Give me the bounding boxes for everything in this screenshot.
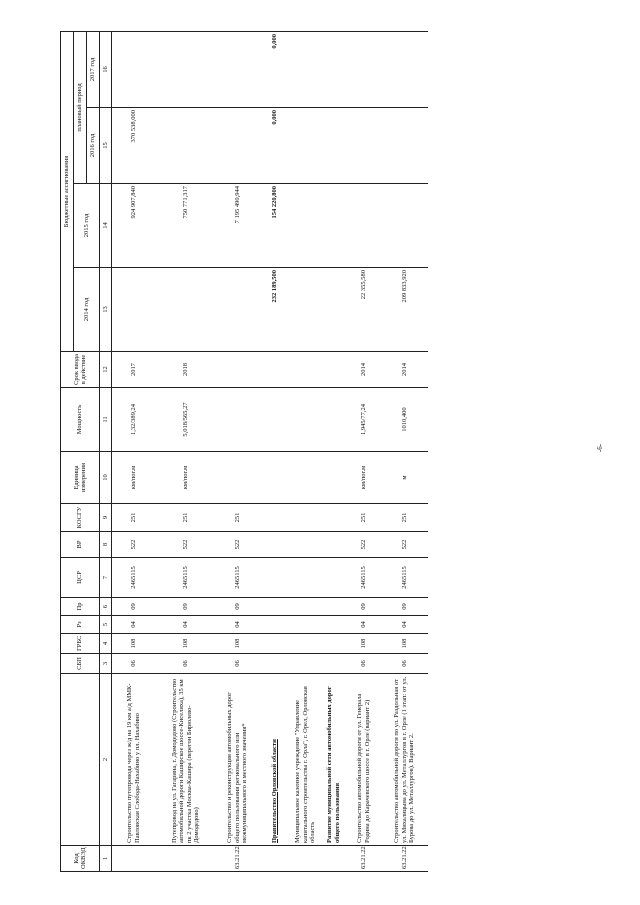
cell-name: Правительство Орловской области <box>260 674 290 846</box>
cell-y2016 <box>216 108 260 184</box>
cell-vr <box>290 532 322 558</box>
cell-commission: 2018 <box>156 352 216 388</box>
col-number: 3 <box>100 654 112 674</box>
cell-y2014: 232 189,500 <box>260 268 290 352</box>
col-number: 10 <box>100 452 112 504</box>
cell-name: Строительство и реконструкция автомобильных дорог общего пользования регионального или межмуниципального и местного значения* <box>216 674 260 846</box>
cell-unit: км/пог.м <box>112 452 156 504</box>
cell-vr: 522 <box>112 532 156 558</box>
cell-y2017 <box>156 31 216 107</box>
table-row <box>382 31 428 871</box>
cell-capacity <box>260 388 290 452</box>
cell-commission: 2017 <box>112 352 156 388</box>
cell-okved <box>290 846 322 872</box>
cell-capacity <box>290 388 322 452</box>
cell-sbp: 06 <box>346 654 382 674</box>
cell-okved <box>322 846 346 872</box>
cell-okved <box>260 846 290 872</box>
cell-csr <box>290 558 322 598</box>
cell-y2014: 209 833,920 <box>382 268 428 352</box>
header-capacity: Мощность <box>61 388 100 452</box>
page-number: -6- <box>596 443 605 453</box>
cell-y2014: 22 355,580 <box>346 268 382 352</box>
cell-csr <box>322 558 346 598</box>
cell-pr: 09 <box>346 598 382 616</box>
cell-pr <box>260 598 290 616</box>
header-2015: 2015 год <box>74 184 100 268</box>
cell-y2016 <box>346 108 382 184</box>
cell-kosgu: 251 <box>156 504 216 532</box>
cell-csr <box>260 558 290 598</box>
cell-sbp: 06 <box>156 654 216 674</box>
cell-y2014 <box>290 268 322 352</box>
cell-sbp: 06 <box>382 654 428 674</box>
cell-name: Развитие муниципальной сети автомобильных дорог общего пользования <box>322 674 346 846</box>
cell-unit: м <box>382 452 428 504</box>
cell-csr: 2465115 <box>216 558 260 598</box>
cell-sbp <box>290 654 322 674</box>
col-number: 13 <box>100 268 112 352</box>
cell-grbs: 108 <box>216 634 260 654</box>
cell-grbs: 108 <box>156 634 216 654</box>
cell-unit <box>216 452 260 504</box>
header-2016: 2016 год <box>87 108 100 184</box>
table-row <box>322 31 346 871</box>
cell-capacity <box>216 388 260 452</box>
table-row <box>112 31 156 871</box>
cell-sbp: 06 <box>216 654 260 674</box>
cell-y2015: 7 195 490,944 <box>216 184 260 268</box>
cell-y2016: 370 538,000 <box>112 108 156 184</box>
cell-rz <box>260 616 290 634</box>
cell-unit: км/пог.м <box>346 452 382 504</box>
cell-rz: 04 <box>112 616 156 634</box>
cell-capacity: 1,32/389,24 <box>112 388 156 452</box>
cell-name: Строительство путепровода через ж/д на 19 км а/д ММК-Павловская Слобода-Нахабино у пл. Нахабино <box>112 674 156 846</box>
cell-okved <box>112 846 156 872</box>
col-number: 2 <box>100 674 112 846</box>
cell-y2016 <box>322 108 346 184</box>
cell-y2014 <box>112 268 156 352</box>
cell-unit <box>322 452 346 504</box>
cell-capacity: 1,945/77,24 <box>346 388 382 452</box>
rotated-table-frame <box>60 32 565 872</box>
cell-vr: 522 <box>346 532 382 558</box>
header-vr: ВР <box>61 532 100 558</box>
cell-vr <box>322 532 346 558</box>
cell-commission <box>216 352 260 388</box>
col-number: 9 <box>100 504 112 532</box>
header-kosgu: КОСГУ <box>61 504 100 532</box>
cell-okved: 63.21.22 <box>382 846 428 872</box>
cell-y2015 <box>322 184 346 268</box>
column-number-row <box>100 31 112 871</box>
col-number: 1 <box>100 846 112 872</box>
cell-okved <box>156 846 216 872</box>
cell-okved: 63.21.22 <box>346 846 382 872</box>
cell-commission <box>322 352 346 388</box>
header-sbp: СБП <box>61 654 100 674</box>
cell-y2015 <box>346 184 382 268</box>
col-number: 4 <box>100 634 112 654</box>
cell-name: Строительство автомобильной дороги по ул. Раздольная от ул. Михалицына до ул. Металлургов в г. Орле (1 этап: от ул. Бурова до ул. Металлургов). Вариант 2. <box>382 674 428 846</box>
cell-y2016: 0,000 <box>260 108 290 184</box>
cell-csr: 2465115 <box>382 558 428 598</box>
cell-rz: 04 <box>156 616 216 634</box>
col-number: 16 <box>100 31 112 107</box>
header-2017: 2017 год <box>87 31 100 107</box>
cell-kosgu <box>322 504 346 532</box>
table-row <box>216 31 260 871</box>
cell-grbs <box>290 634 322 654</box>
cell-capacity <box>322 388 346 452</box>
header-rz: Рз <box>61 616 100 634</box>
cell-okved: 63.21.22 <box>216 846 260 872</box>
cell-rz <box>290 616 322 634</box>
table-row <box>290 31 322 871</box>
cell-name: Путепровод на ул. Гагарина, г. Домодедово (Строительство автомобильной дороги Каширское шоссе-Киселиха), 35 км пк 2 участка Москва-Кашира (перегон Бирюлево-Домодедово) <box>156 674 216 846</box>
cell-y2017 <box>290 31 322 107</box>
cell-grbs <box>322 634 346 654</box>
table-row <box>346 31 382 871</box>
cell-rz: 04 <box>346 616 382 634</box>
cell-csr: 2465115 <box>156 558 216 598</box>
cell-y2015 <box>290 184 322 268</box>
col-number: 15 <box>100 108 112 184</box>
cell-kosgu: 251 <box>346 504 382 532</box>
cell-y2017 <box>322 31 346 107</box>
table-row <box>260 31 290 871</box>
cell-y2017 <box>346 31 382 107</box>
header-budget: Бюджетные ассигнования <box>61 31 74 351</box>
cell-pr: 09 <box>216 598 260 616</box>
cell-kosgu <box>290 504 322 532</box>
header-okved: Код ОКВЭД <box>61 846 100 872</box>
cell-pr: 09 <box>382 598 428 616</box>
cell-sbp <box>322 654 346 674</box>
col-number: 12 <box>100 352 112 388</box>
cell-kosgu: 251 <box>216 504 260 532</box>
cell-kosgu: 251 <box>382 504 428 532</box>
cell-unit <box>290 452 322 504</box>
cell-rz: 04 <box>216 616 260 634</box>
cell-grbs: 108 <box>112 634 156 654</box>
cell-capacity: 1010,400 <box>382 388 428 452</box>
col-number: 7 <box>100 558 112 598</box>
cell-pr: 09 <box>156 598 216 616</box>
cell-commission <box>260 352 290 388</box>
cell-name: Муниципальное казенное учреждение "Управление капитального строительства г. Орла", г. Орел, Орловская область <box>290 674 322 846</box>
cell-csr: 2465115 <box>112 558 156 598</box>
header-name <box>61 674 100 846</box>
cell-kosgu: 251 <box>112 504 156 532</box>
cell-y2016 <box>156 108 216 184</box>
cell-capacity: 5,018/565,27 <box>156 388 216 452</box>
cell-rz <box>322 616 346 634</box>
header-2014: 2014 год <box>74 268 100 352</box>
header-planned: плановый период <box>74 31 87 183</box>
cell-vr: 522 <box>216 532 260 558</box>
cell-sbp: 06 <box>112 654 156 674</box>
header-unit: Единица измерения <box>61 452 100 504</box>
cell-rz: 04 <box>382 616 428 634</box>
table-body <box>112 31 428 871</box>
cell-pr <box>290 598 322 616</box>
col-number: 6 <box>100 598 112 616</box>
cell-csr: 2465115 <box>346 558 382 598</box>
cell-commission <box>290 352 322 388</box>
cell-y2014 <box>216 268 260 352</box>
cell-vr <box>260 532 290 558</box>
cell-y2014 <box>322 268 346 352</box>
header-row-1 <box>61 31 74 871</box>
cell-y2015: 750 771,317 <box>156 184 216 268</box>
col-number: 8 <box>100 532 112 558</box>
cell-grbs: 108 <box>346 634 382 654</box>
cell-y2017: 0,000 <box>260 31 290 107</box>
col-number: 11 <box>100 388 112 452</box>
col-number: 5 <box>100 616 112 634</box>
cell-commission: 2014 <box>382 352 428 388</box>
cell-y2017 <box>216 31 260 107</box>
cell-y2016 <box>290 108 322 184</box>
cell-y2016 <box>382 108 428 184</box>
cell-unit <box>260 452 290 504</box>
cell-unit: км/пог.м <box>156 452 216 504</box>
cell-y2015: 924 907,840 <box>112 184 156 268</box>
cell-y2015: 154 220,800 <box>260 184 290 268</box>
cell-grbs: 108 <box>382 634 428 654</box>
cell-y2014 <box>156 268 216 352</box>
cell-grbs <box>260 634 290 654</box>
cell-y2015 <box>382 184 428 268</box>
col-number: 14 <box>100 184 112 268</box>
cell-vr: 522 <box>382 532 428 558</box>
cell-y2017 <box>382 31 428 107</box>
cell-name: Строительство автомобильной дороги от ул. Генерала Родина до Карачевского шоссе в г. Орле (вариант 2) <box>346 674 382 846</box>
header-csr: ЦСР <box>61 558 100 598</box>
header-grbs: ГРБС <box>61 634 100 654</box>
cell-pr: 09 <box>112 598 156 616</box>
budget-table <box>60 31 428 872</box>
header-commission: Срок ввода в действие <box>61 352 100 388</box>
cell-kosgu <box>260 504 290 532</box>
cell-pr <box>322 598 346 616</box>
cell-y2017 <box>112 31 156 107</box>
table-row <box>156 31 216 871</box>
cell-commission: 2014 <box>346 352 382 388</box>
cell-vr: 522 <box>156 532 216 558</box>
header-pr: Пр <box>61 598 100 616</box>
cell-sbp <box>260 654 290 674</box>
